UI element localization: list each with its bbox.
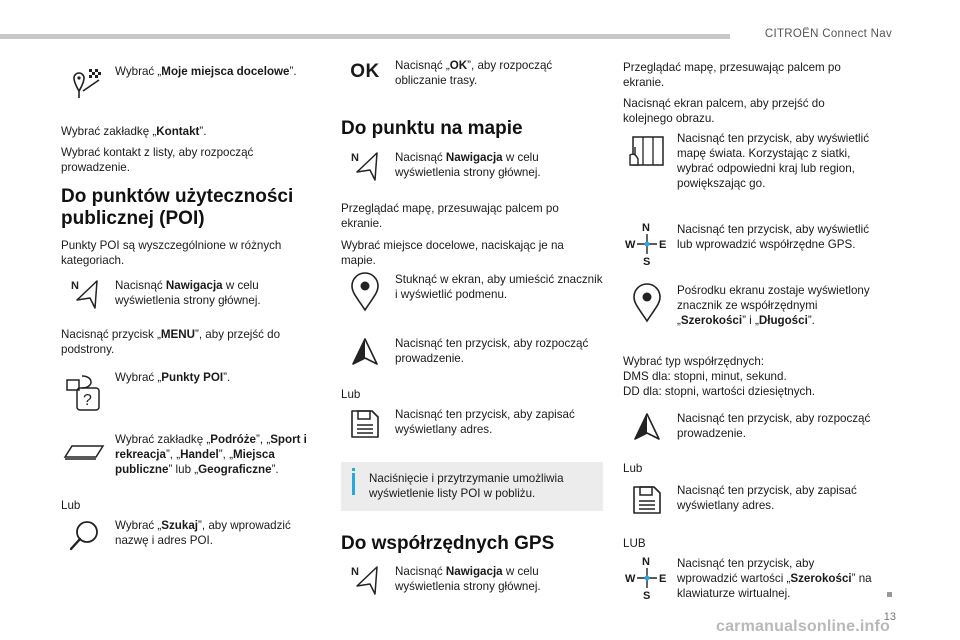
browse-map-text: Przeglądać mapę, przesuwając palcem po ekranie. — [623, 61, 841, 90]
szukaj-row: Wybrać „Szukaj”, aby wprowadzić nazwę i adres POI. — [61, 518, 319, 554]
moje-miejsca-row: Wybrać „Moje miejsca docelowe”. — [61, 64, 319, 104]
start-guidance-icon — [341, 336, 389, 368]
start-guidance-row: Nacisnąć ten przycisk, aby rozpocząć prowadzenie. — [341, 336, 603, 368]
map-pin-icon — [341, 272, 389, 312]
gps-nav-row: N Nacisnąć Nawigacja w celu wyświetlenia strony głównej. — [341, 564, 603, 596]
gps-heading: Do współrzędnych GPS — [341, 533, 555, 554]
world-map-icon — [623, 131, 671, 171]
start-guidance-icon — [623, 411, 671, 443]
map-pin-icon — [623, 283, 671, 323]
map-nav-row: N Nacisnąć Nawigacja w celu wyświetlenia strony głównej. — [341, 150, 603, 182]
ok-row: OK Nacisnąć „OK”, aby rozpocząć obliczanie trasy. — [341, 58, 603, 88]
coord-type-block: Wybrać typ współrzędnych: DMS dla: stopni, minut, sekund. DD dla: stopni, wartości dziesiętnych. — [623, 355, 816, 399]
map-point-heading: Do punktu na mapie — [341, 118, 523, 139]
save-address-row: Nacisnąć ten przycisk, aby zapisać wyświetlany adres. — [623, 483, 873, 517]
menu-text: Nacisnąć przycisk „MENU”, aby przejść do podstrony. — [61, 328, 281, 357]
place-marker-row: Stuknąć w ekran, aby umieścić znacznik i wyświetlić podmenu. — [341, 272, 603, 312]
save-address-row: Nacisnąć ten przycisk, aby zapisać wyświetlany adres. — [341, 407, 603, 441]
choose-destination-text: Wybrać miejsce docelowe, naciskając je na mapie. — [341, 239, 564, 268]
save-icon — [341, 407, 389, 441]
poi-categories-icon — [61, 370, 109, 412]
compass-icon: N W E S — [625, 222, 667, 268]
watermark: carmanualsonline.info — [715, 618, 890, 636]
svg-text:?: ? — [83, 392, 92, 409]
navigation-icon — [61, 278, 109, 310]
page-marker — [887, 592, 892, 597]
svg-text:N: N — [351, 152, 359, 164]
punkty-poi-row: ? Wybrać „Punkty POI”. — [61, 370, 319, 412]
kontakt-tab-text: Wybrać zakładkę „Kontakt”. — [61, 125, 207, 138]
poi-heading: Do punktów użyteczności publicznej (POI) — [61, 186, 294, 229]
tab-bar-icon — [61, 432, 109, 462]
info-note: Naciśnięcie i przytrzymanie umożliwia wyświetlenie listy POI w pobliżu. — [341, 462, 603, 511]
lub-text: Lub — [341, 388, 361, 401]
marker-coords-row: Pośrodku ekranu zostaje wyświetlony znacznik ze współrzędnymi „Szerokości” i „Długości”. — [623, 283, 873, 328]
compass-icon: N W E S — [625, 556, 667, 602]
kontakt-list-text: Wybrać kontakt z listy, aby rozpocząć prowadzenie. — [61, 146, 254, 175]
page-number: 13 — [883, 610, 896, 623]
poi-nav-row: N Nacisnąć Nawigacja w celu wyświetlenia strony głównej. — [61, 278, 319, 310]
header-title: CITROËN Connect Nav — [764, 28, 892, 40]
svg-text:N: N — [71, 280, 79, 292]
lub-upper-text: LUB — [623, 537, 646, 550]
navigation-icon — [341, 150, 389, 182]
poi-intro: Punkty POI są wyszczególnione w różnych kategoriach. — [61, 239, 282, 268]
gps-coords-row: N W E S Nacisnąć ten przycisk, aby wyświetlić lub wprowadzić współrzędne GPS. — [625, 222, 869, 268]
lub-text: Lub — [623, 462, 643, 475]
category-tabs-row: Wybrać zakładkę „Podróże”, „Sport i rekreacja”, „Handel”, „Miejsca publiczne” lub „Geograficzne”. — [61, 432, 319, 477]
info-icon — [352, 468, 355, 471]
world-map-row: Nacisnąć ten przycisk, aby wyświetlić mapę świata. Korzystając z siatki, wybrać odpowiedni kraj lub region, powiększając go. — [623, 131, 873, 191]
search-icon — [61, 518, 109, 554]
ok-icon: OK — [350, 61, 380, 82]
lub-text: Lub — [61, 499, 81, 512]
destination-flag-icon — [61, 64, 109, 104]
svg-text:N: N — [351, 566, 359, 578]
save-icon — [623, 483, 671, 517]
enter-coords-row: N W E S Nacisnąć ten przycisk, aby wprowadzić wartości „Szerokości” na klawiaturze wirtualnej. — [625, 556, 872, 602]
header-bar — [0, 34, 730, 39]
browse-map-text: Przeglądać mapę, przesuwając palcem po ekranie. — [341, 202, 559, 231]
navigation-icon — [341, 564, 389, 596]
start-guidance-row: Nacisnąć ten przycisk, aby rozpocząć prowadzenie. — [623, 411, 873, 443]
zoom-text: Nacisnąć ekran palcem, aby przejść do kolejnego obrazu. — [623, 97, 825, 126]
